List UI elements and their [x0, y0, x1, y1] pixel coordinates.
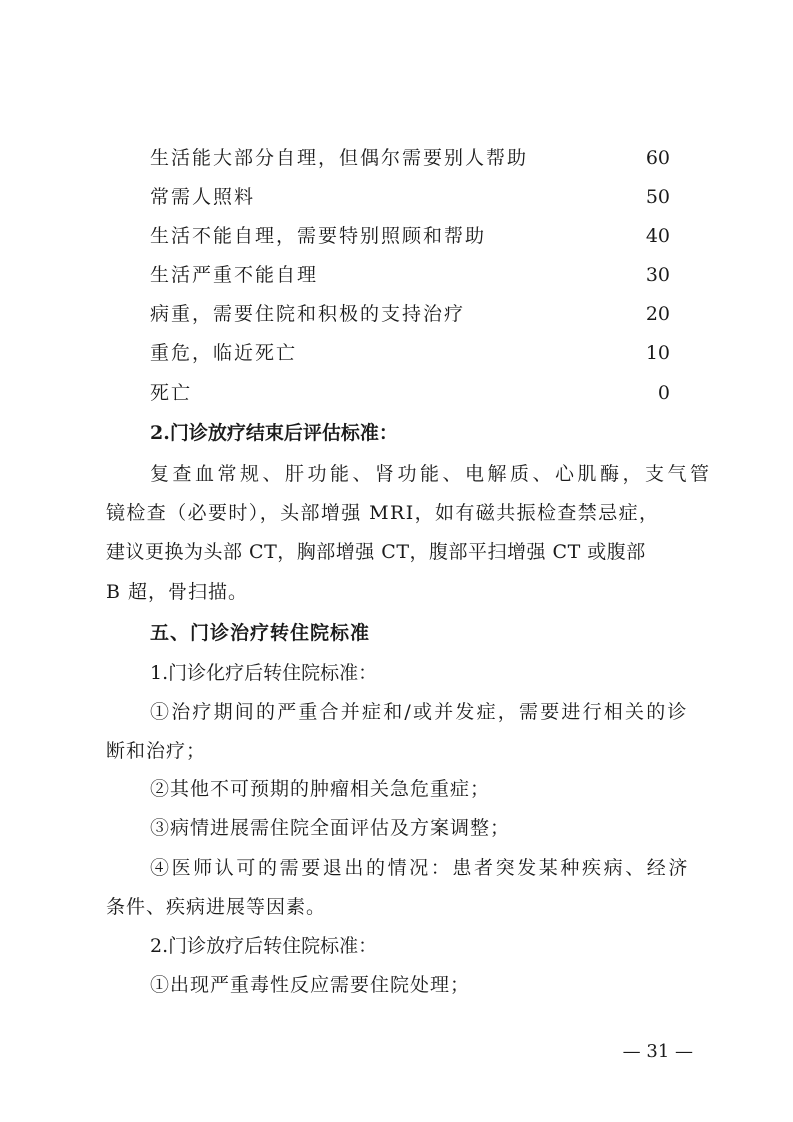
score-row: [150, 378, 670, 408]
list-item: 断和治疗；: [106, 740, 207, 762]
list-item: ④医师认可的需要退出的情况：患者突发某种疾病、经济: [150, 857, 691, 879]
score-label: 死亡: [150, 382, 193, 404]
score-label: 重危，临近死亡: [150, 342, 298, 364]
score-label: 生活能大部分自理，但偶尔需要别人帮助: [150, 147, 529, 169]
list-item: 条件、疾病进展等因素。: [106, 896, 327, 918]
score-value: 0: [657, 382, 670, 404]
score-value: 50: [645, 186, 670, 208]
list-item: ②其他不可预期的肿瘤相关急危重症；: [150, 778, 491, 800]
score-label: 生活严重不能自理: [150, 264, 319, 286]
list-item: ①出现严重毒性反应需要住院处理；: [150, 974, 471, 996]
paragraph-line: B 超，骨扫描。: [106, 581, 249, 603]
page-number: — 31 —: [622, 1041, 693, 1062]
chemo-heading: 1.门诊化疗后转住院标准：: [150, 662, 378, 684]
paragraph-line: 建议更换为头部 CT，胸部增强 CT，腹部平扫增强 CT 或腹部: [106, 541, 646, 563]
score-label: 生活不能自理，需要特别照顾和帮助: [150, 225, 487, 247]
score-row: [150, 221, 670, 251]
score-row: [150, 143, 670, 173]
score-row: [150, 182, 670, 212]
score-row: [150, 338, 670, 368]
radio-transfer-heading: 2.门诊放疗后转住院标准：: [150, 935, 378, 957]
list-item: ①治疗期间的严重合并症和/或并发症，需要进行相关的诊: [150, 701, 689, 723]
list-item: ③病情进展需住院全面评估及方案调整；: [150, 817, 511, 839]
section-title: 五、门诊治疗转住院标准: [150, 622, 371, 644]
score-row: [150, 260, 670, 290]
paragraph-line: 复查血常规、肝功能、肾功能、电解质、心肌酶，支气管: [150, 463, 713, 485]
score-row: [150, 299, 670, 329]
score-value: 10: [645, 342, 670, 364]
score-value: 20: [645, 303, 670, 325]
score-label: 病重，需要住院和积极的支持治疗: [150, 303, 466, 325]
score-label: 常需人照料: [150, 186, 256, 208]
score-value: 60: [645, 147, 670, 169]
paragraph-line: 镜检查（必要时），头部增强 MRI，如有磁共振检查禁忌症，: [106, 502, 660, 524]
radiotherapy-heading: 2.门诊放疗结束后评估标准：: [150, 422, 398, 444]
score-value: 30: [645, 264, 670, 286]
score-value: 40: [645, 225, 670, 247]
